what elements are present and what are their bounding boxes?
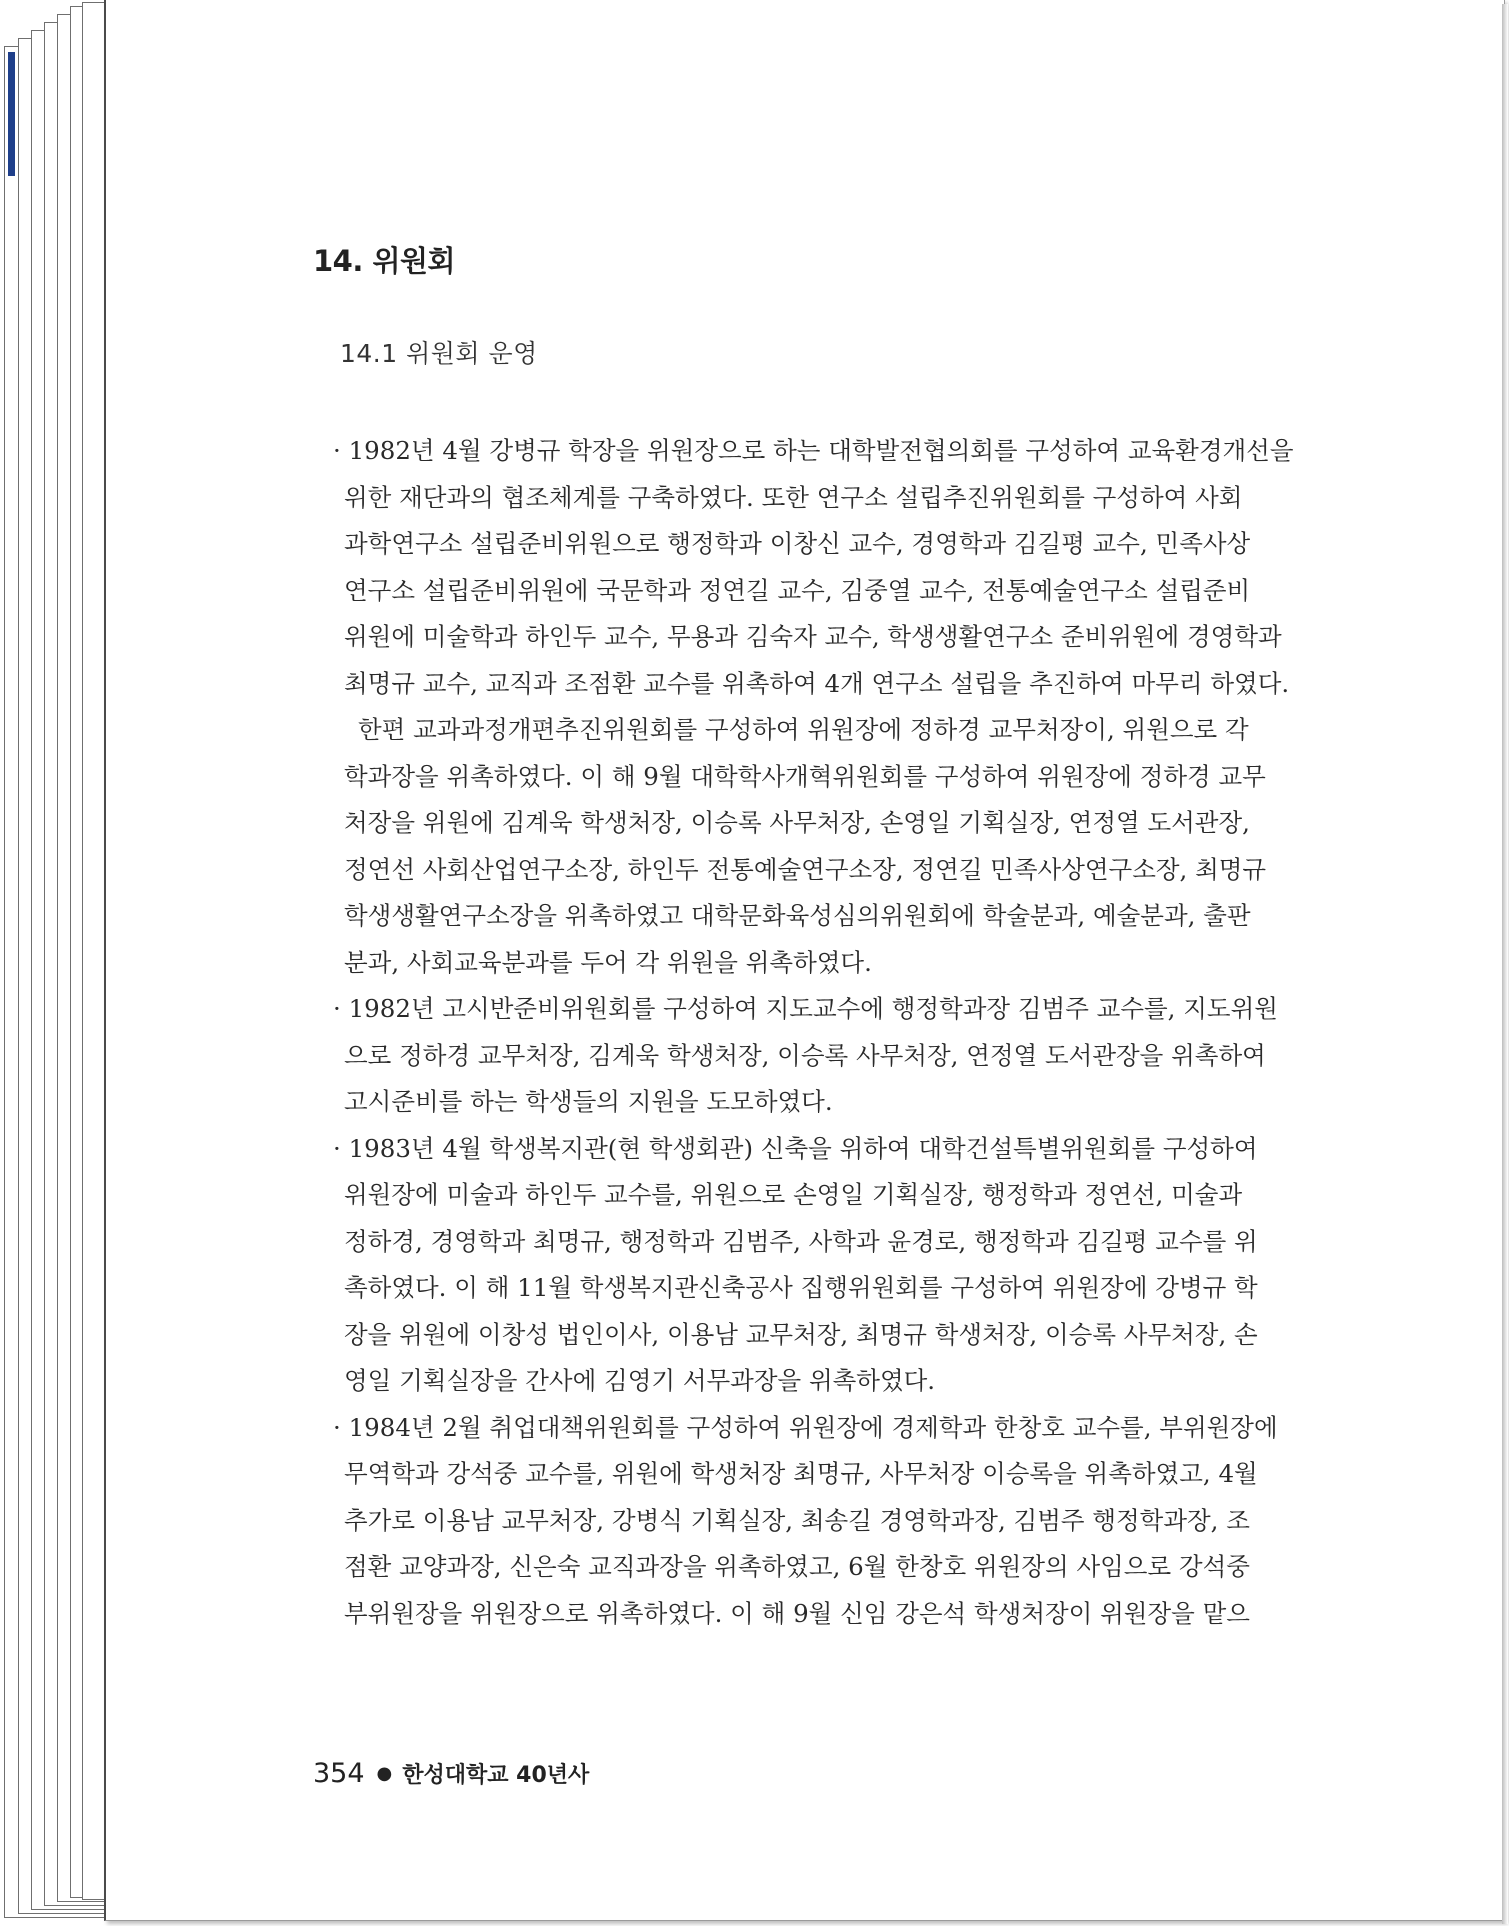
text-line: 분과, 사회교육분과를 두어 각 위원을 위촉하였다. — [344, 947, 872, 977]
text-line: 촉하였다. 이 해 11월 학생복지관신축공사 집행위원회를 구성하여 위원장에 강병규 학 — [344, 1273, 1258, 1302]
text-line: 점환 교양과장, 신은숙 교직과장을 위촉하였고, 6월 한창호 위원장의 사임으로 강석중 — [344, 1552, 1250, 1581]
text-line: 부위원장을 위원장으로 위촉하였다. 이 해 9월 신임 강은석 학생처장이 위원장을 맡으 — [344, 1598, 1250, 1628]
text-line: · 1983년 4월 학생복지관(현 학생회관) 신축을 위하여 대학건설특별위원회를 구성하여 — [333, 1133, 1258, 1163]
bullet-separator-icon: ● — [376, 1763, 393, 1784]
text-line: 장을 위원에 이창성 법인이사, 이용남 교무처장, 최명규 학생처장, 이승록 사무처장, 손 — [344, 1319, 1258, 1349]
text-line: 으로 정하경 교무처장, 김계욱 학생처장, 이승록 사무처장, 연정열 도서관장을 위촉하여 — [344, 1040, 1266, 1070]
running-title: 한성대학교 40년사 — [402, 1763, 590, 1788]
text-line: 고시준비를 하는 학생들의 지원을 도모하였다. — [344, 1087, 833, 1116]
text-line: 영일 기획실장을 간사에 김영기 서무과장을 위촉하였다. — [344, 1366, 936, 1395]
text-line: 연구소 설립준비위원에 국문학과 정연길 교수, 김중열 교수, 전통예술연구소 설립준비 — [344, 575, 1251, 605]
text-line: 추가로 이용남 교무처장, 강병식 기획실장, 최송길 경영학과장, 김범주 행정학과장, 조 — [344, 1505, 1250, 1535]
text-line: 과학연구소 설립준비위원으로 행정학과 이창신 교수, 경영학과 김길평 교수, 민족사상 — [344, 529, 1251, 558]
text-line: · 1984년 2월 취업대책위원회를 구성하여 위원장에 경제학과 한창호 교수를, 부위원장에 — [333, 1412, 1278, 1442]
page-footer — [313, 1758, 589, 1789]
text-line: 한편 교과과정개편추진위원회를 구성하여 위원장에 정하경 교무처장이, 위원으로 각 — [358, 715, 1249, 744]
text-line: 처장을 위원에 김계욱 학생처장, 이승록 사무처장, 손영일 기획실장, 연정열 도서관장, — [344, 808, 1250, 837]
text-line: 위한 재단과의 협조체계를 구축하였다. 또한 연구소 설립추진위원회를 구성하여 사회 — [344, 482, 1243, 512]
spine-color-accent — [8, 52, 15, 176]
page-edge-layer — [82, 2, 105, 1900]
text-line: 학생생활연구소장을 위촉하였고 대학문화육성심의위원회에 학술분과, 예술분과, 출판 — [344, 901, 1251, 930]
text-line: 무역학과 강석중 교수를, 위원에 학생처장 최명규, 사무처장 이승록을 위촉하였고, 4월 — [344, 1459, 1258, 1488]
page-number: 354 — [313, 1758, 365, 1789]
body-text — [333, 428, 1299, 1637]
subsection-title: 14.1 위원회 운영 — [340, 339, 538, 368]
text-line: 학과장을 위촉하였다. 이 해 9월 대학학사개혁위원회를 구성하여 위원장에 정하경 교무 — [344, 761, 1266, 791]
text-line: 위원에 미술학과 하인두 교수, 무용과 김숙자 교수, 학생생활연구소 준비위원에 경영학과 — [344, 622, 1282, 651]
page-shadow — [1502, 4, 1508, 1924]
text-line: 정연선 사회산업연구소장, 하인두 전통예술연구소장, 정연길 민족사상연구소장, 최명규 — [344, 854, 1267, 884]
text-line: 정하경, 경영학과 최명규, 행정학과 김범주, 사학과 윤경로, 행정학과 김길평 교수를 위 — [344, 1226, 1258, 1256]
section-title: 14. 위원회 — [313, 244, 456, 278]
book-page-edges — [0, 0, 110, 1926]
text-line: · 1982년 4월 강병규 학장을 위원장으로 하는 대학발전협의회를 구성하여 교육환경개선을 — [333, 436, 1294, 465]
text-line: 최명규 교수, 교직과 조점환 교수를 위촉하여 4개 연구소 설립을 추진하여 마무리 하였다. — [344, 668, 1290, 698]
text-line: · 1982년 고시반준비위원회를 구성하여 지도교수에 행정학과장 김범주 교수를, 지도위원 — [333, 994, 1278, 1023]
text-line: 위원장에 미술과 하인두 교수를, 위원으로 손영일 기획실장, 행정학과 정연선, 미술과 — [344, 1180, 1243, 1209]
